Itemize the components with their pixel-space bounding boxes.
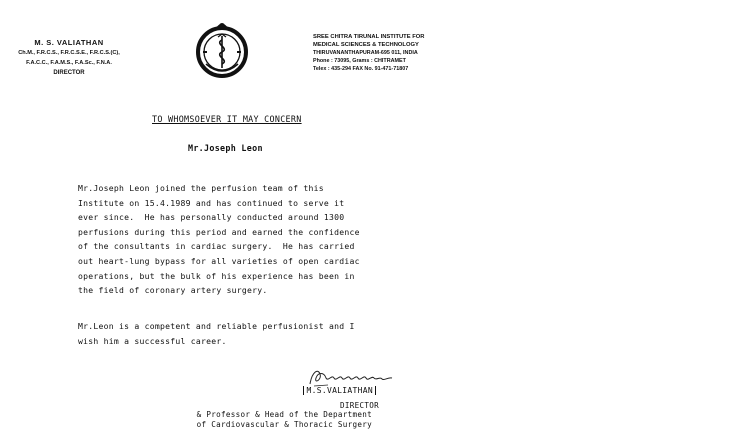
signatory-designation-line1: & Professor & Head of the Department (196, 410, 372, 419)
paragraph-line: of the consultants in cardiac surgery. He has carried (78, 241, 355, 252)
paragraph-line: ever since. He has personally conducted around 1300 (78, 212, 345, 223)
institute-name-line2: MEDICAL SCIENCES & TECHNOLOGY (313, 42, 419, 48)
director-degrees-line2: F.A.C.C., F.A.M.S., F.A.Sc., F.N.A. (26, 60, 112, 66)
paragraph-line: perfusions during this period and earned the confidence (78, 226, 360, 237)
paragraph-line: the field of coronary artery surgery. (78, 285, 268, 296)
paragraph-line: wish him a successful career. (78, 335, 227, 346)
paragraph-line: operations, but the bulk of his experience has been in (78, 270, 355, 281)
director-name: M. S. VALIATHAN (34, 38, 104, 47)
paragraph-line: out heart-lung bypass for all varieties of open cardiac (78, 255, 360, 266)
letterhead-left (10, 38, 128, 78)
signatory-name: M.S.VALIATHAN (303, 386, 376, 395)
paragraph-line: Mr.Leon is a competent and reliable perfusionist and I (78, 321, 355, 331)
letter-heading: TO WHOMSOEVER IT MAY CONCERN (152, 114, 302, 124)
letterhead-right (313, 33, 448, 73)
paragraph-line: Institute on 15.4.1989 and has continued to serve it (78, 197, 345, 208)
signatory-role: DIRECTOR (340, 401, 379, 410)
institute-telex-fax: Telex : 435-294 FAX No. 91-471-71807 (313, 66, 409, 72)
institute-seal-icon (192, 18, 252, 80)
paragraph-2 (78, 319, 378, 348)
signatory-designation-line2: of Cardiovascular & Thoracic Surgery (196, 420, 372, 429)
institute-name-line1: SREE CHITRA TIRUNAL INSTITUTE FOR (313, 34, 425, 40)
institute-phone: Phone : 73095, Grams : CHITRAMET (313, 58, 406, 64)
signature-block (294, 386, 376, 395)
institute-address: THIRUVANANTHAPURAM-695 011, INDIA (313, 50, 418, 56)
paragraph-1 (78, 181, 378, 298)
paragraph-line: Mr.Joseph Leon joined the perfusion team of this (78, 183, 324, 193)
letter-subject: Mr.Joseph Leon (188, 143, 263, 153)
director-title: DIRECTOR (53, 70, 85, 76)
director-degrees-line1: Ch.M., F.R.C.S., F.R.C.S.E., F.R.C.S.(C), (18, 50, 120, 56)
